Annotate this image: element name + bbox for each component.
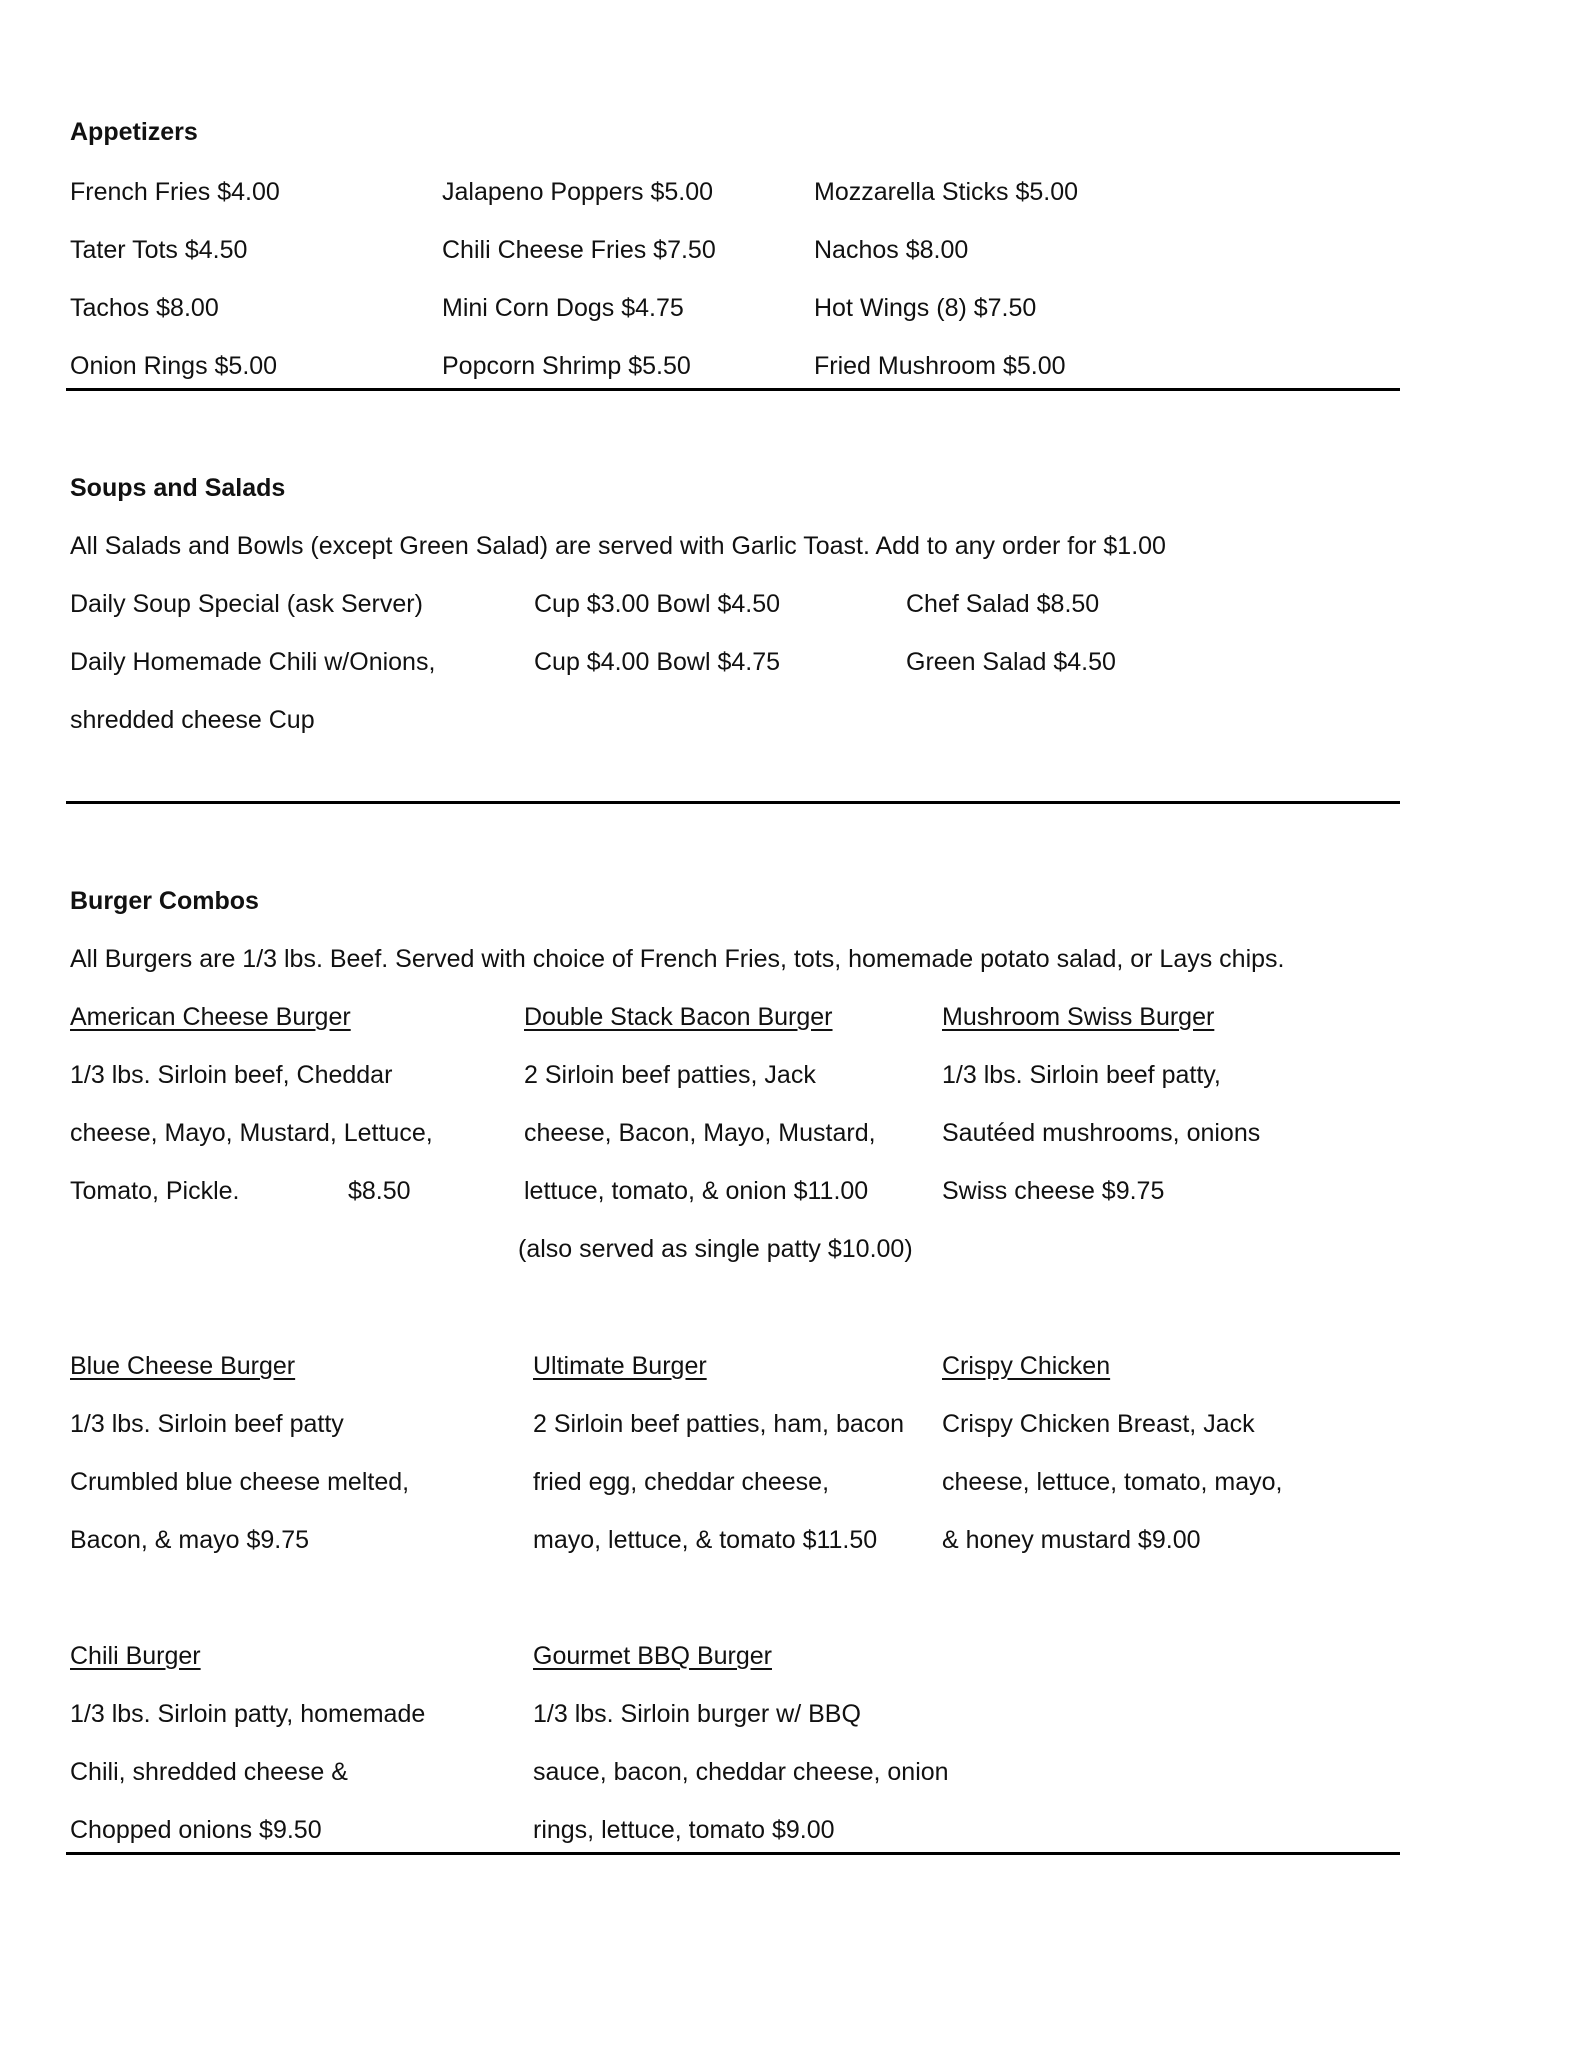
appetizer-item: Chili Cheese Fries $7.50 — [442, 236, 716, 264]
burger-description: Sautéed mushrooms, onions — [942, 1119, 1261, 1147]
burger-description: 1/3 lbs. Sirloin beef patty, — [942, 1061, 1221, 1089]
burger-name: Double Stack Bacon Burger — [524, 1003, 833, 1031]
burger-name: Chili Burger — [70, 1642, 201, 1670]
burger-description: Tomato, Pickle. — [70, 1177, 240, 1205]
burger-description: cheese, Bacon, Mayo, Mustard, — [524, 1119, 876, 1147]
burger-name: Crispy Chicken — [942, 1352, 1111, 1380]
appetizer-item: Fried Mushroom $5.00 — [814, 352, 1066, 380]
appetizer-item: Hot Wings (8) $7.50 — [814, 294, 1037, 322]
burger-name: Blue Cheese Burger — [70, 1352, 296, 1380]
section-divider — [66, 801, 1400, 804]
burger-description: 1/3 lbs. Sirloin beef, Cheddar — [70, 1061, 393, 1089]
burger-description: Chili, shredded cheese & — [70, 1758, 348, 1786]
burger-price: $8.50 — [348, 1177, 411, 1205]
soup-item: Daily Soup Special (ask Server) — [70, 590, 423, 618]
burger-description: Bacon, & mayo $9.75 — [70, 1526, 310, 1554]
burger-description: Crumbled blue cheese melted, — [70, 1468, 410, 1496]
soup-price: Cup $4.00 Bowl $4.75 — [534, 648, 781, 676]
soup-item-continuation: shredded cheese Cup — [70, 706, 315, 734]
appetizer-item: Tachos $8.00 — [70, 294, 219, 322]
burger-description: mayo, lettuce, & tomato $11.50 — [533, 1526, 878, 1554]
soups-heading: Soups and Salads — [70, 474, 286, 502]
soup-price: Cup $3.00 Bowl $4.50 — [534, 590, 781, 618]
section-divider — [66, 1852, 1400, 1855]
section-divider — [66, 388, 1400, 391]
burger-description: fried egg, cheddar cheese, — [533, 1468, 830, 1496]
burger-description: 2 Sirloin beef patties, Jack — [524, 1061, 816, 1089]
burger-description: 1/3 lbs. Sirloin beef patty — [70, 1410, 344, 1438]
burger-description: rings, lettuce, tomato $9.00 — [533, 1816, 835, 1844]
burger-description: (also served as single patty $10.00) — [518, 1235, 913, 1263]
burger-name: Ultimate Burger — [533, 1352, 707, 1380]
burger-description: & honey mustard $9.00 — [942, 1526, 1201, 1554]
burger-description: 2 Sirloin beef patties, ham, bacon — [533, 1410, 905, 1438]
burger-name: American Cheese Burger — [70, 1003, 351, 1031]
appetizers-heading: Appetizers — [70, 118, 198, 146]
burger-description: sauce, bacon, cheddar cheese, onion — [533, 1758, 949, 1786]
appetizer-item: Jalapeno Poppers $5.00 — [442, 178, 714, 206]
salad-item: Green Salad $4.50 — [906, 648, 1116, 676]
appetizer-item: Popcorn Shrimp $5.50 — [442, 352, 691, 380]
burger-description: Chopped onions $9.50 — [70, 1816, 322, 1844]
burger-description: cheese, Mayo, Mustard, Lettuce, — [70, 1119, 433, 1147]
burgers-heading: Burger Combos — [70, 887, 259, 915]
salad-item: Chef Salad $8.50 — [906, 590, 1100, 618]
appetizer-item: Mini Corn Dogs $4.75 — [442, 294, 684, 322]
appetizer-item: Tater Tots $4.50 — [70, 236, 248, 264]
burger-description: cheese, lettuce, tomato, mayo, — [942, 1468, 1283, 1496]
soups-note: All Salads and Bowls (except Green Salad) are served with Garlic Toast. Add to any order for $1.00 — [70, 532, 1166, 560]
burger-description: 1/3 lbs. Sirloin burger w/ BBQ — [533, 1700, 861, 1728]
appetizer-item: French Fries $4.00 — [70, 178, 280, 206]
burger-description: Crispy Chicken Breast, Jack — [942, 1410, 1255, 1438]
burger-description: lettuce, tomato, & onion $11.00 — [524, 1177, 869, 1205]
appetizer-item: Nachos $8.00 — [814, 236, 969, 264]
appetizer-item: Onion Rings $5.00 — [70, 352, 278, 380]
appetizer-item: Mozzarella Sticks $5.00 — [814, 178, 1079, 206]
burger-description: Swiss cheese $9.75 — [942, 1177, 1165, 1205]
burger-name: Gourmet BBQ Burger — [533, 1642, 772, 1670]
burgers-note: All Burgers are 1/3 lbs. Beef. Served with choice of French Fries, tots, homemade potato salad, or Lays chips. — [70, 945, 1285, 973]
burger-description: 1/3 lbs. Sirloin patty, homemade — [70, 1700, 426, 1728]
soup-item: Daily Homemade Chili w/Onions, — [70, 648, 436, 676]
burger-name: Mushroom Swiss Burger — [942, 1003, 1215, 1031]
